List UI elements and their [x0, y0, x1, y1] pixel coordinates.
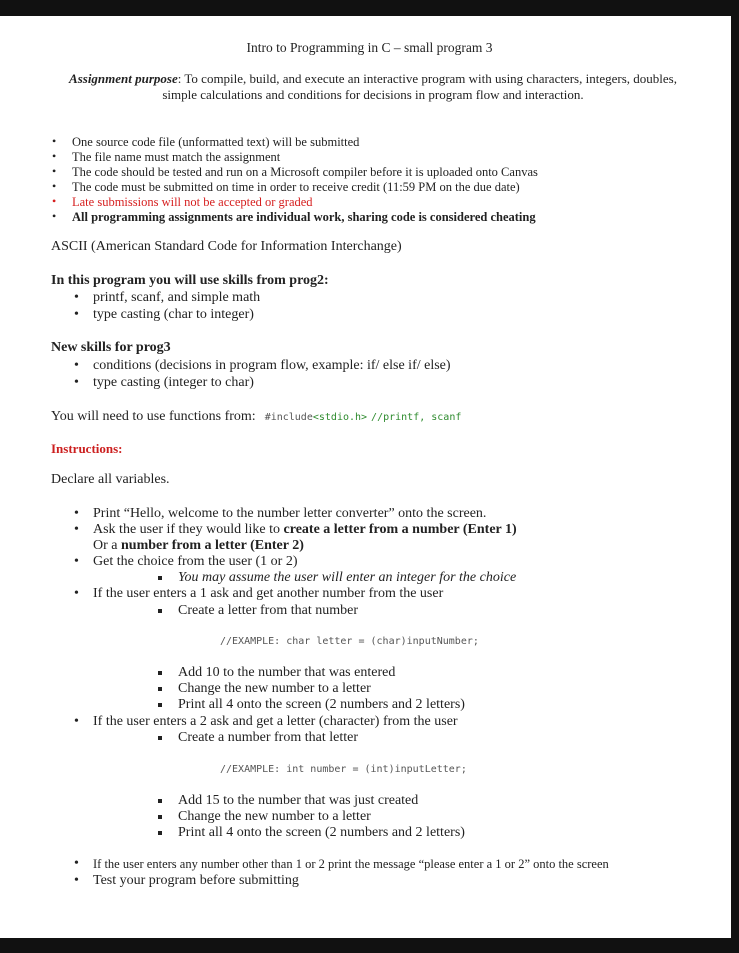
bullet: • [74, 375, 79, 390]
bullet: • [74, 290, 79, 305]
bullet: • [52, 149, 57, 163]
prog3-item: conditions (decisions in program flow, example: if/ else if/ else) [93, 358, 451, 373]
rule-item-late: Late submissions will not be accepted or graded [72, 195, 313, 209]
if2-item: Print all 4 onto the screen (2 numbers and 2 letters) [178, 825, 465, 840]
step-if1: If the user enters a 1 ask and get another number from the user [93, 586, 444, 601]
square-bullet [158, 576, 162, 580]
square-bullet [158, 687, 162, 691]
square-bullet [158, 736, 162, 740]
rule-item: The code should be tested and run on a Microsoft compiler before it is uploaded onto Canvas [72, 165, 538, 179]
step-if1-sub: Create a letter from that number [178, 603, 358, 618]
bullet: • [74, 307, 79, 322]
bullet: • [74, 554, 79, 569]
if1-item: Print all 4 onto the screen (2 numbers and 2 letters) [178, 697, 465, 712]
step-other: If the user enters any number other than 1 or 2 print the message “please enter a 1 or 2” onto the screen [93, 857, 609, 871]
prog2-item: type casting (char to integer) [93, 307, 254, 322]
functions-text: You will need to use functions from: [51, 409, 256, 424]
bullet: • [74, 714, 79, 729]
rule-item: The file name must match the assignment [72, 150, 281, 164]
prog3-item: type casting (integer to char) [93, 375, 254, 390]
square-bullet [158, 815, 162, 819]
prog2-heading: In this program you will use skills from prog2: [51, 273, 329, 288]
rule-item-individual: All programming assignments are individual work, sharing code is considered cheating [72, 210, 536, 224]
square-bullet [158, 799, 162, 803]
purpose-text: : To compile, build, and execute an interactive program with using characters, integers, doubles, simple calculations and conditions for decisions in program flow and interaction. [162, 71, 677, 102]
rule-item: The code must be submitted on time in order to receive credit (11:59 PM on the due date) [72, 180, 520, 194]
document-title: Intro to Programming in C – small program 3 [246, 40, 493, 55]
bullet: • [74, 358, 79, 373]
assignment-purpose [62, 71, 684, 103]
bullet: • [52, 194, 57, 208]
if2-item: Change the new number to a letter [178, 809, 371, 824]
prog3-heading: New skills for prog3 [51, 340, 171, 355]
bullet: • [74, 856, 79, 871]
bullet: • [52, 164, 57, 178]
code-header: <stdio.h> [312, 412, 368, 423]
square-bullet [158, 671, 162, 675]
square-bullet [158, 831, 162, 835]
prog2-item: printf, scanf, and simple math [93, 290, 261, 305]
purpose-label: Assignment purpose [69, 71, 178, 86]
bullet: • [52, 209, 57, 223]
step-print-welcome: Print “Hello, welcome to the number letter converter” onto the screen. [93, 506, 487, 521]
example2-code: //EXAMPLE: int number = (int)inputLetter; [220, 764, 467, 775]
step-if2-sub: Create a number from that letter [178, 730, 358, 745]
bullet: • [52, 134, 57, 148]
step-or: Or a number from a letter (Enter 2) [93, 538, 304, 553]
bullet: • [74, 506, 79, 521]
step-assume: You may assume the user will enter an integer for the choice [178, 570, 517, 585]
declare-line: Declare all variables. [51, 472, 170, 487]
bullet: • [74, 873, 79, 888]
functions-line [51, 407, 461, 425]
code-include: #include [264, 412, 313, 423]
square-bullet [158, 609, 162, 613]
bullet: • [74, 586, 79, 601]
ascii-line: ASCII (American Standard Code for Information Interchange) [51, 239, 402, 254]
rule-item: One source code file (unformatted text) will be submitted [72, 135, 360, 149]
if1-item: Change the new number to a letter [178, 681, 371, 696]
bullet: • [74, 522, 79, 537]
example1-code: //EXAMPLE: char letter = (char)inputNumber; [220, 636, 479, 647]
if2-item: Add 15 to the number that was just created [178, 793, 419, 808]
square-bullet [158, 703, 162, 707]
bullet: • [52, 179, 57, 193]
if1-item: Add 10 to the number that was entered [178, 665, 396, 680]
step-if2: If the user enters a 2 ask and get a letter (character) from the user [93, 714, 458, 729]
step-ask: Ask the user if they would like to create a letter from a number (Enter 1) [93, 522, 517, 537]
code-comment: //printf, scanf [371, 412, 462, 423]
step-test: Test your program before submitting [93, 873, 299, 888]
instructions-heading: Instructions: [51, 441, 123, 456]
step-get-choice: Get the choice from the user (1 or 2) [93, 554, 298, 569]
